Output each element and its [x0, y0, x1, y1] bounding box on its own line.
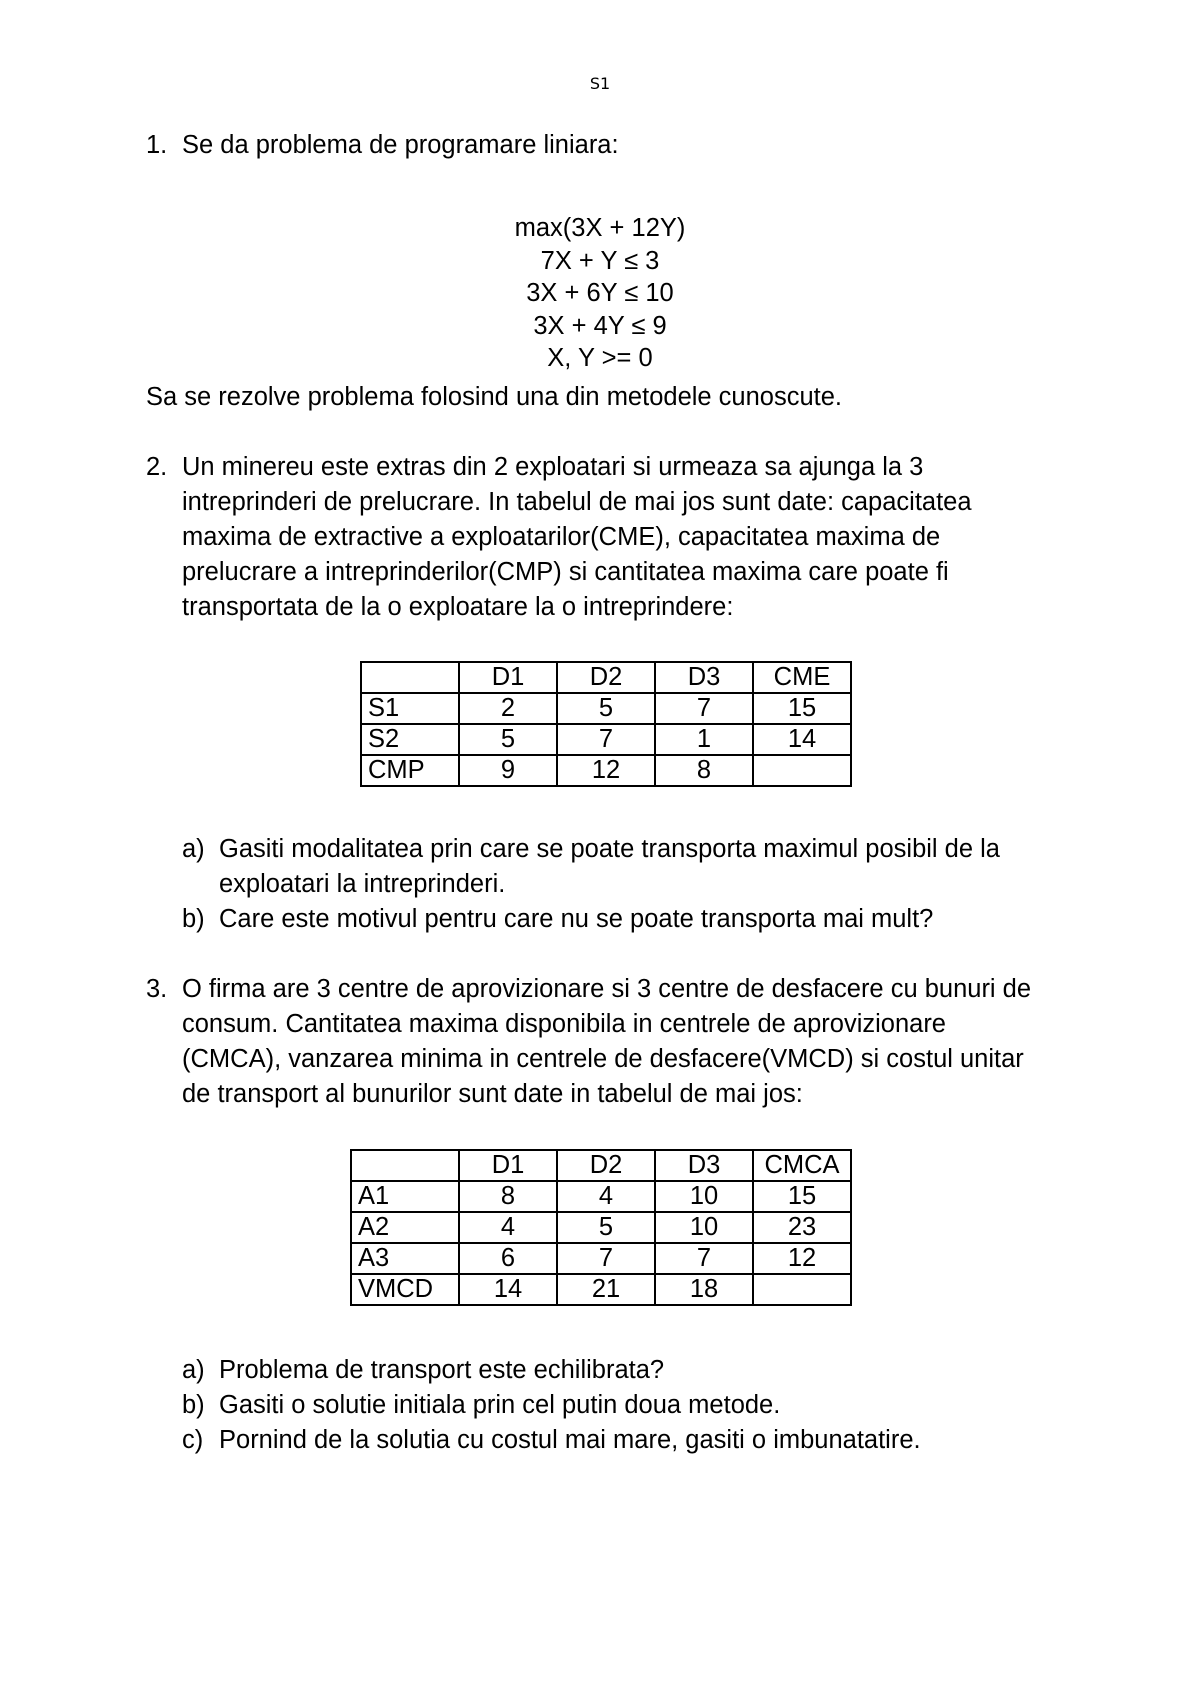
table-row-header: S1 — [361, 693, 459, 724]
table-cell — [351, 1150, 459, 1181]
table-row — [351, 1181, 851, 1212]
table-header-cell: CME — [753, 662, 851, 693]
problem-3-line: O firma are 3 centre de aprovizionare si 3 centre de desfacere cu bunuri de — [182, 975, 1032, 1003]
problem-2-text — [182, 450, 1146, 625]
problem-3-question-a — [182, 1353, 1142, 1388]
table-cell: 7 — [557, 724, 655, 755]
page-number: S1 — [589, 74, 611, 93]
table-cell: 12 — [557, 755, 655, 786]
problem-1-text: Se da problema de programare liniara: — [182, 131, 619, 159]
question-label: c) — [182, 1426, 204, 1454]
problem-3-text — [182, 972, 1146, 1112]
problem-2-line: prelucrare a intreprinderilor(CMP) si cantitatea maxima care poate fi — [182, 558, 949, 586]
table-cell: 1 — [655, 724, 753, 755]
question-text — [219, 902, 1142, 937]
constraint-2: 3X + 6Y ≤ 10 — [526, 279, 674, 307]
table-row-header: A1 — [351, 1181, 459, 1212]
table-header-cell: D2 — [557, 1150, 655, 1181]
question-text: Gasiti o solutie initiala prin cel putin doua metode. — [219, 1391, 781, 1419]
problem-1-statement — [146, 128, 1146, 163]
question-label: b) — [182, 905, 205, 933]
table-row-header: S2 — [361, 724, 459, 755]
problem-1-conclusion: Sa se rezolve problema folosind una din metodele cunoscute. — [146, 383, 843, 411]
table-cell: 4 — [459, 1212, 557, 1243]
table-cell: 8 — [655, 755, 753, 786]
problem-3-number: 3. — [146, 975, 168, 1003]
table-cell: 5 — [557, 1212, 655, 1243]
table-cell: 23 — [753, 1212, 851, 1243]
problem-3-statement — [146, 972, 1146, 1112]
table-cell: 10 — [655, 1181, 753, 1212]
problem-3-line: consum. Cantitatea maxima disponibila in centrele de aprovizionare — [182, 1010, 946, 1038]
table-cell — [753, 755, 851, 786]
table-header-row — [361, 662, 851, 693]
constraint-1: 7X + Y ≤ 3 — [540, 246, 660, 275]
table-cell: 8 — [459, 1181, 557, 1212]
table-cell: 4 — [557, 1181, 655, 1212]
table-row — [361, 693, 851, 724]
table-cell: 10 — [655, 1212, 753, 1243]
problem-2-table — [360, 661, 852, 787]
problem-2-number: 2. — [146, 453, 168, 481]
objective-function: max(3X + 12Y) — [514, 214, 686, 242]
table-row-header: CMP — [361, 755, 459, 786]
problem-3-line: (CMCA), vanzarea minima in centrele de desfacere(VMCD) si costul unitar — [182, 1045, 1024, 1073]
problem-2-line: transportata de la o exploatare la o intreprindere: — [182, 593, 734, 621]
table-cell: 7 — [655, 693, 753, 724]
problem-3-table — [350, 1149, 852, 1306]
problem-2-line: intreprinderi de prelucrare. In tabelul de mai jos sunt date: capacitatea — [182, 488, 972, 516]
question-line: Gasiti modalitatea prin care se poate transporta maximul posibil de la — [219, 835, 1000, 863]
problem-1-equations — [0, 212, 1200, 375]
table-row-header: A2 — [351, 1212, 459, 1243]
problem-2-question-a — [182, 832, 1142, 902]
table-row — [351, 1212, 851, 1243]
table-cell: 14 — [753, 724, 851, 755]
table-header-cell: D1 — [459, 662, 557, 693]
table-header-row — [351, 1150, 851, 1181]
question-label: a) — [182, 1356, 205, 1384]
question-label: a) — [182, 835, 205, 863]
question-text — [219, 832, 1142, 902]
table-cell — [361, 662, 459, 693]
table-cell: 2 — [459, 693, 557, 724]
problem-1-number: 1. — [146, 131, 168, 159]
table-cell: 6 — [459, 1243, 557, 1274]
table-header-cell: D3 — [655, 662, 753, 693]
problem-2-question-b — [182, 902, 1142, 937]
table-cell: 15 — [753, 693, 851, 724]
question-label: b) — [182, 1391, 205, 1419]
table-cell: 5 — [459, 724, 557, 755]
table-cell: 7 — [655, 1243, 753, 1274]
table-row-header: A3 — [351, 1243, 459, 1274]
problem-2-statement — [146, 450, 1146, 625]
table-header-cell: D1 — [459, 1150, 557, 1181]
question-text: Pornind de la solutia cu costul mai mare, gasiti o imbunatatire. — [219, 1426, 921, 1454]
problem-3-question-b — [182, 1388, 1142, 1423]
problem-3-line: de transport al bunurilor sunt date in tabelul de mai jos: — [182, 1080, 803, 1108]
constraint-3: 3X + 4Y ≤ 9 — [533, 311, 667, 340]
table-cell: 14 — [459, 1274, 557, 1305]
table-row — [361, 755, 851, 786]
table-header-cell: D2 — [557, 662, 655, 693]
table-cell: 21 — [557, 1274, 655, 1305]
question-line: Care este motivul pentru care nu se poate transporta mai mult? — [219, 905, 934, 933]
table-cell: 18 — [655, 1274, 753, 1305]
table-row — [351, 1274, 851, 1305]
table-header-cell: CMCA — [753, 1150, 851, 1181]
table-row — [351, 1243, 851, 1274]
problem-3-question-c — [182, 1423, 1142, 1458]
table-header-cell: D3 — [655, 1150, 753, 1181]
table-cell: 15 — [753, 1181, 851, 1212]
question-text: Problema de transport este echilibrata? — [219, 1356, 665, 1384]
table-cell: 7 — [557, 1243, 655, 1274]
table-cell: 5 — [557, 693, 655, 724]
table-cell: 9 — [459, 755, 557, 786]
problem-2-line: maxima de extractive a exploatarilor(CME), capacitatea maxima de — [182, 523, 941, 551]
table-cell — [753, 1274, 851, 1305]
table-row — [361, 724, 851, 755]
table-cell: 12 — [753, 1243, 851, 1274]
table-row-header: VMCD — [351, 1274, 459, 1305]
nonnegativity-constraint: X, Y >= 0 — [547, 344, 653, 372]
problem-2-line: Un minereu este extras din 2 exploatari si urmeaza sa ajunga la 3 — [182, 453, 924, 481]
question-line: exploatari la intreprinderi. — [219, 870, 506, 898]
